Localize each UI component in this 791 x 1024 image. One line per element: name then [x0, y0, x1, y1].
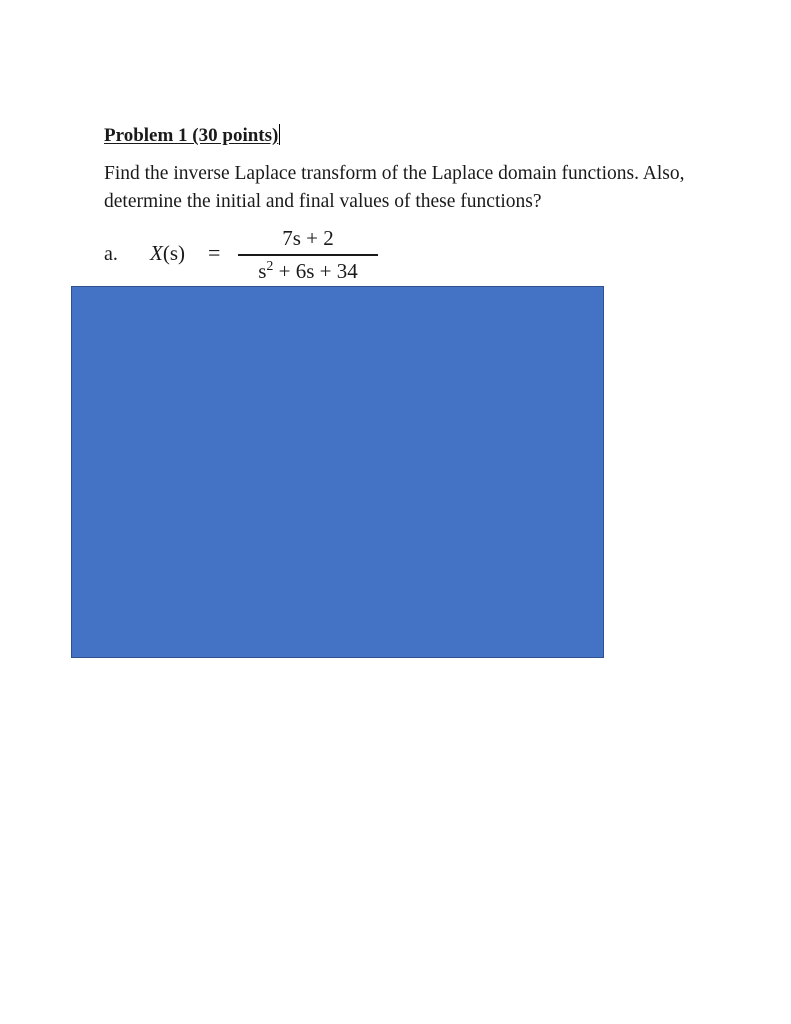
equation-fraction — [238, 224, 378, 287]
fraction-denominator — [238, 259, 378, 287]
part-a-label: a. — [104, 243, 118, 265]
text-cursor — [279, 124, 280, 145]
lhs-argument: (s) — [162, 241, 185, 265]
denominator-rest: + 6s + 34 — [273, 258, 358, 283]
denominator-exponent: 2 — [266, 258, 274, 274]
problem-instructions — [104, 160, 764, 216]
denominator-base: s — [258, 258, 267, 283]
fraction-bar — [238, 254, 378, 256]
equation-lhs — [150, 241, 185, 266]
instruction-line-2: determine the initial and final values of these functions? — [104, 191, 542, 212]
lhs-variable: X — [150, 241, 163, 265]
fraction-numerator: 7s + 2 — [282, 226, 334, 250]
instruction-line-1: Find the inverse Laplace transform of the Laplace domain functions. Also, — [104, 163, 685, 184]
problem-heading — [104, 124, 280, 147]
equals-sign: = — [208, 240, 221, 265]
problem-heading-text: Problem 1 (30 points) — [104, 125, 279, 146]
redaction-box — [71, 286, 604, 658]
